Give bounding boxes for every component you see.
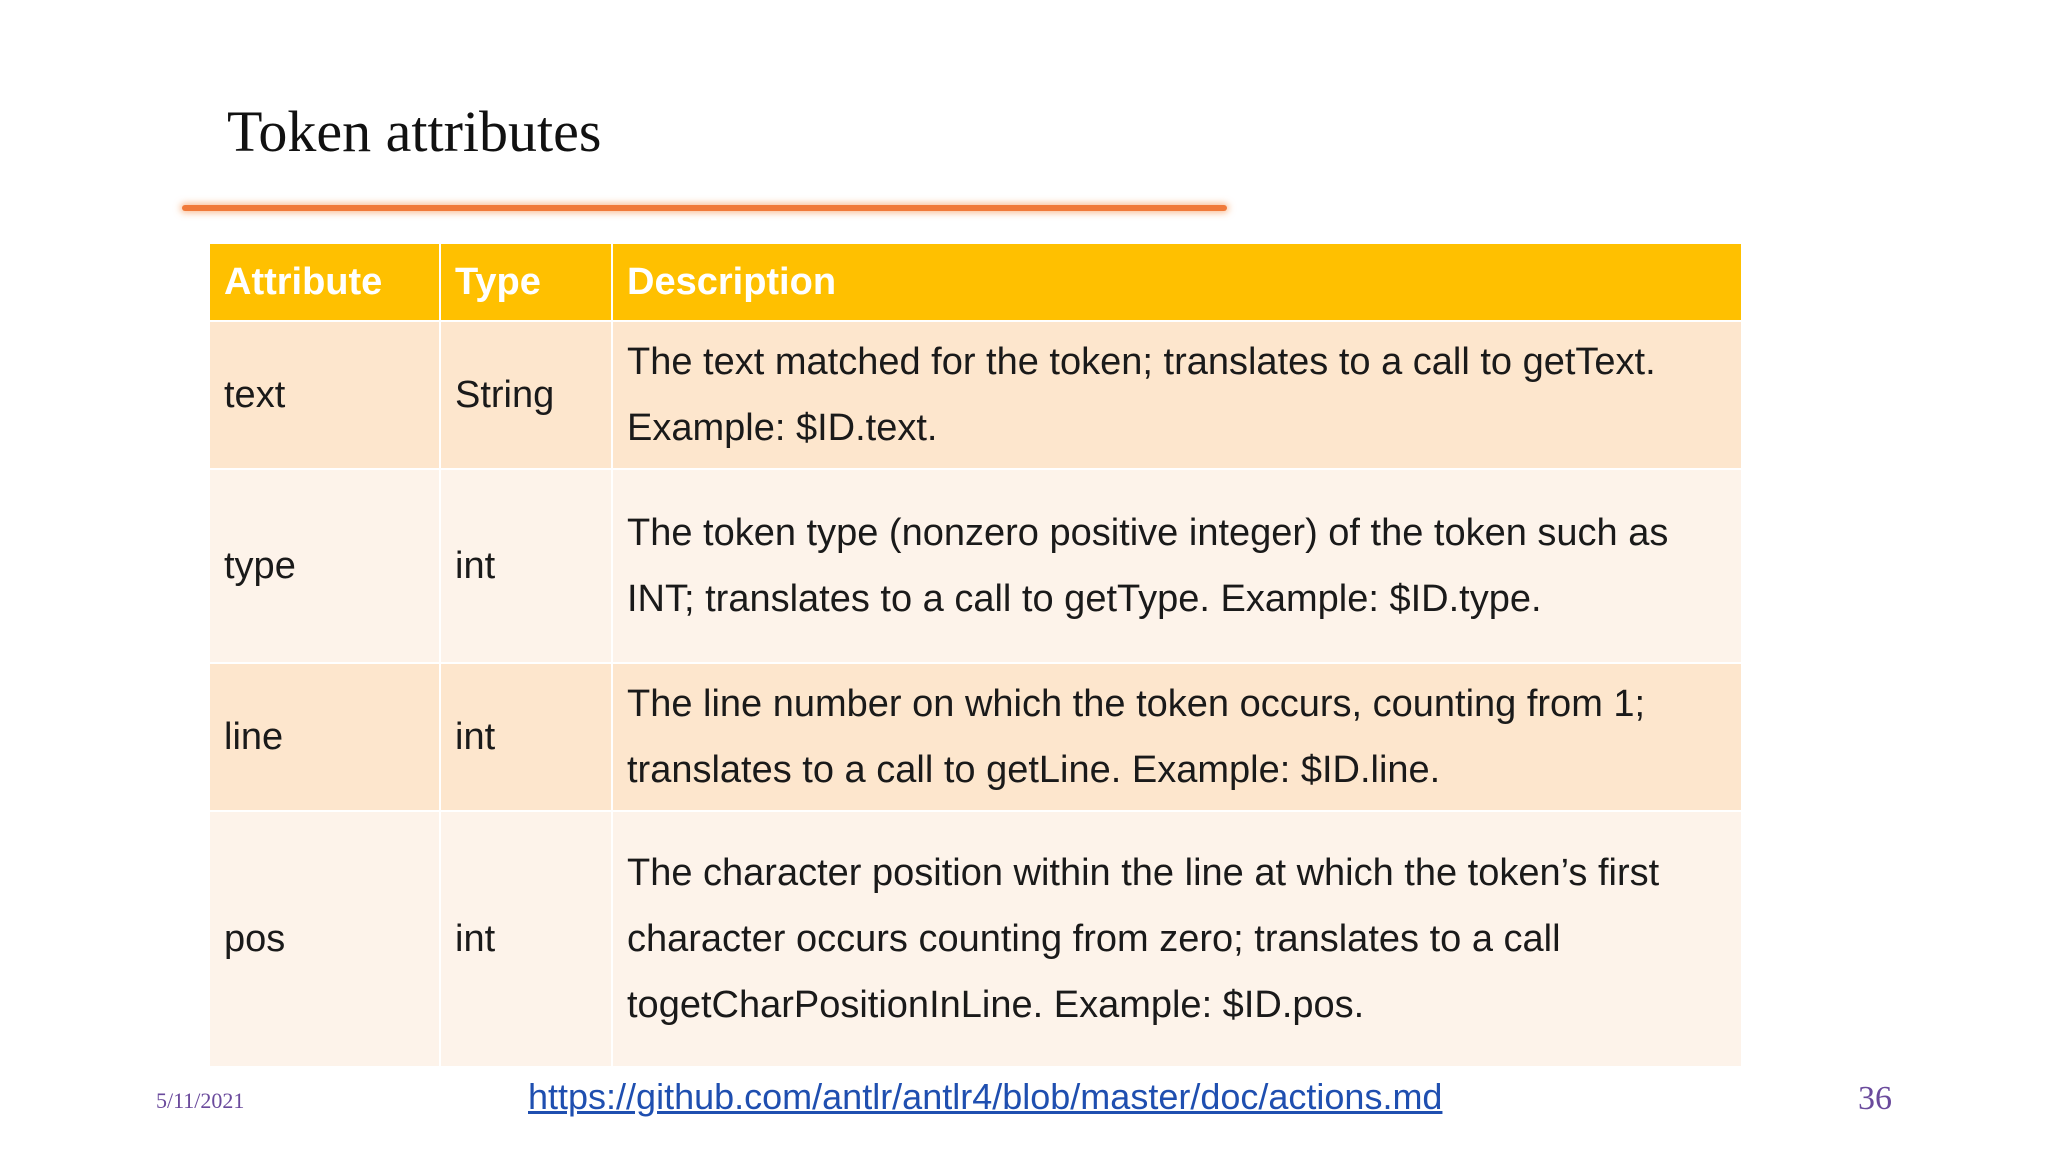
cell-type: int [440,469,612,663]
cell-type: int [440,663,612,811]
header-description: Description [612,243,1742,321]
cell-type: String [440,321,612,469]
cell-attribute: text [209,321,440,469]
cell-type: int [440,811,612,1067]
title-underline-rule [182,205,1227,211]
source-link[interactable]: https://github.com/antlr/antlr4/blob/master/doc/actions.md [528,1076,1443,1117]
cell-description: The character position within the line at which the token’s first character occurs counting from zero; translates to a call togetCharPositionInLine. Example: $ID.pos. [612,811,1742,1067]
cell-attribute: pos [209,811,440,1067]
table-row [209,811,1742,1067]
slide-title: Token attributes [227,99,602,164]
cell-attribute: type [209,469,440,663]
table-header-row [209,243,1742,321]
cell-description: The text matched for the token; translates to a call to getText. Example: $ID.text. [612,321,1742,469]
cell-attribute: line [209,663,440,811]
header-attribute: Attribute [209,243,440,321]
cell-description: The token type (nonzero positive integer) of the token such as INT; translates to a call to getType. Example: $ID.type. [612,469,1742,663]
footer-date: 5/11/2021 [156,1088,245,1113]
table-row [209,469,1742,663]
cell-description: The line number on which the token occurs, counting from 1; translates to a call to getLine. Example: $ID.line. [612,663,1742,811]
token-attributes-table [208,242,1743,1068]
header-type: Type [440,243,612,321]
table-row [209,663,1742,811]
table-row [209,321,1742,469]
slide-number: 36 [1858,1080,1892,1117]
